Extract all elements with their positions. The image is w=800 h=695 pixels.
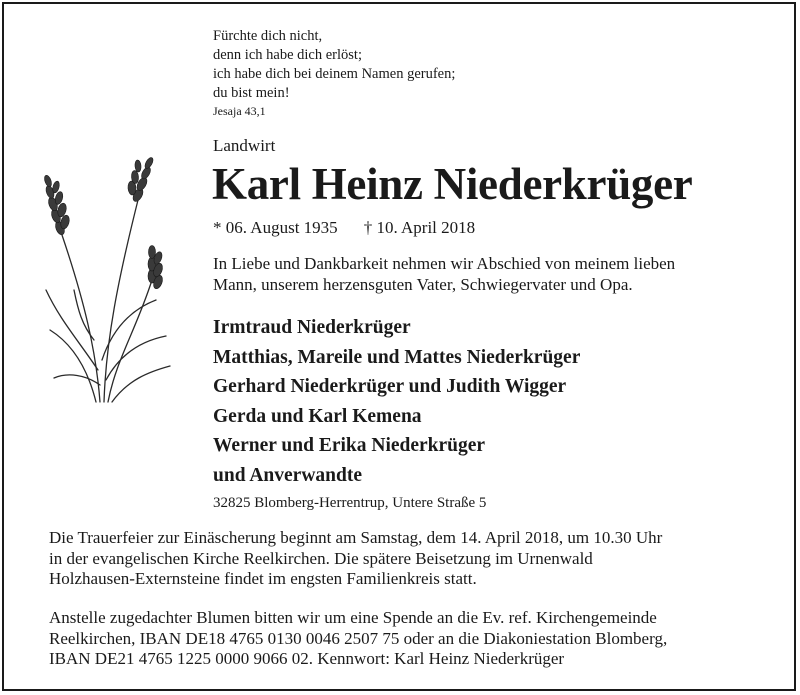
wheat-icon: [38, 140, 178, 405]
farewell-text: [213, 253, 675, 295]
verse-line: Fürchte dich nicht,: [213, 28, 323, 44]
death-date: † 10. April 2018: [363, 218, 476, 237]
verse-line: denn ich habe dich erlöst;: [213, 47, 362, 63]
verse-line: du bist mein!: [213, 85, 290, 101]
funeral-service-info: [49, 528, 662, 590]
donation-info: [49, 608, 667, 670]
mourner: Gerhard Niederkrüger und Judith Wigger: [213, 376, 567, 397]
service-line: Holzhausen-Externsteine findet im engsten Familienkreis statt.: [49, 569, 477, 588]
donation-line: Reelkirchen, IBAN DE18 4765 0130 0046 2507 75 oder an die Diakoniestation Blomberg,: [49, 628, 668, 648]
deceased-name: Karl Heinz Niederkrüger: [212, 159, 693, 209]
mourner: Irmtraud Niederkrüger: [213, 317, 411, 338]
bible-verse: [213, 27, 455, 103]
service-line: Die Trauerfeier zur Einäscherung beginnt am Samstag, dem 14. April 2018, um 10.30 Uhr: [49, 528, 663, 547]
life-dates: [213, 218, 475, 238]
mourner: und Anverwandte: [213, 464, 362, 486]
farewell-line: Mann, unserem herzensguten Vater, Schwiegervater und Opa.: [213, 275, 633, 294]
mourner: Matthias, Mareile und Mattes Niederkrüger: [213, 346, 581, 368]
occupation: Landwirt: [213, 136, 276, 155]
mourner: Werner und Erika Niederkrüger: [213, 435, 486, 456]
farewell-line: In Liebe und Dankbarkeit nehmen wir Abschied von meinem lieben: [213, 254, 676, 273]
mourners-list: [213, 313, 580, 490]
mourner: Gerda und Karl Kemena: [213, 405, 422, 427]
family-address: 32825 Blomberg-Herrentrup, Untere Straße 5: [213, 495, 487, 511]
service-line: in der evangelischen Kirche Reelkirchen. Die spätere Beisetzung im Urnenwald: [49, 548, 593, 568]
verse-reference: Jesaja 43,1: [213, 104, 266, 118]
verse-line: ich habe dich bei deinem Namen gerufen;: [213, 66, 456, 82]
birth-date: * 06. August 1935: [213, 218, 338, 237]
donation-line: IBAN DE21 4765 1225 0000 9066 02. Kennwort: Karl Heinz Niederkrüger: [49, 649, 565, 668]
donation-line: Anstelle zugedachter Blumen bitten wir um eine Spende an die Ev. ref. Kirchengemeinde: [49, 608, 657, 627]
